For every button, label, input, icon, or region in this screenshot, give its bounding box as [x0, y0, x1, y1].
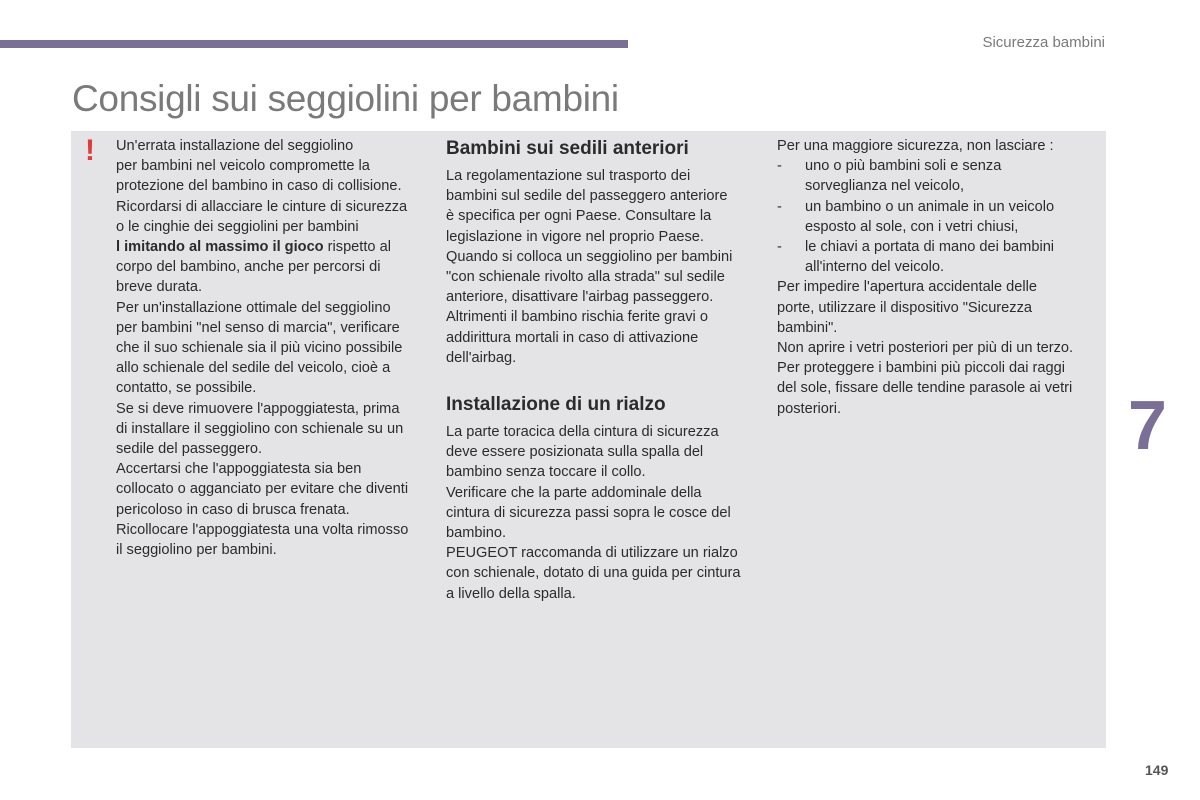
text-line: uno o più bambini soli e senza — [805, 158, 1002, 175]
text-line: è specifica per ogni Paese. Consultare la — [446, 208, 712, 225]
text-line: Ricordarsi di allacciare le cinture di sicurezza — [116, 198, 408, 215]
page-title: Consigli sui seggiolini per bambini — [72, 78, 619, 119]
text-line: di installare il seggiolino con schienale su un — [116, 420, 404, 437]
text-line: del sole, fissare delle tendine parasole ai vetri — [777, 380, 1073, 397]
text-line: addirittura mortali in caso di attivazione — [446, 329, 699, 346]
text-line: anteriore, disattivare l'airbag passeggero. — [446, 289, 714, 306]
text-line: Altrimenti il bambino rischia ferite gravi o — [446, 309, 708, 326]
list-item — [777, 237, 1095, 277]
text-line: Accertarsi che l'appoggiatesta sia ben — [116, 461, 362, 478]
text-line: Per una maggiore sicurezza, non lasciare : — [777, 138, 1054, 154]
header-accent-bar — [0, 40, 628, 48]
section-header: Sicurezza bambini — [982, 34, 1105, 51]
chapter-number: 7 — [1128, 386, 1167, 464]
text-line: collocato o agganciato per evitare che diventi — [116, 481, 409, 498]
text-line: all'interno del veicolo. — [805, 259, 945, 276]
text-line: bambino. — [446, 525, 507, 542]
text-line: porte, utilizzare il dispositivo "Sicurezza — [777, 299, 1032, 316]
warning-column — [116, 136, 436, 560]
text-line: sorveglianza nel veicolo, — [805, 178, 964, 195]
text-line: o le cinghie dei seggiolini per bambini — [116, 218, 359, 235]
text-line: cintura di sicurezza passi sopra le cosce del — [446, 504, 731, 521]
page-number: 149 — [1145, 762, 1169, 778]
text-line: posteriori. — [777, 400, 842, 417]
text-line: La regolamentazione sul trasporto dei — [446, 168, 691, 184]
list-item — [777, 156, 1095, 196]
warning-icon: ! — [85, 134, 95, 167]
text-line: un bambino o un animale in un veicolo — [805, 198, 1055, 215]
text-line: con schienale, dotato di una guida per cintura — [446, 565, 741, 582]
middle-column — [446, 136, 764, 604]
text-line: Ricollocare l'appoggiatesta una volta rimosso — [116, 521, 409, 538]
text-line: a livello della spalla. — [446, 585, 576, 602]
text-line: per bambini nel veicolo compromette la — [116, 158, 370, 175]
dash-bullet: - — [777, 158, 782, 175]
text-line: bambini". — [777, 319, 838, 336]
emphasis-text: l imitando al massimo il gioco — [116, 239, 324, 256]
text-line: sedile del passeggero. — [116, 441, 263, 458]
text-line: protezione del bambino in caso di collisione. — [116, 178, 402, 195]
text-line: Per proteggere i bambini più piccoli dai raggi — [777, 360, 1065, 377]
text-line: Quando si colloca un seggiolino per bambini — [446, 248, 733, 265]
list-item — [777, 197, 1095, 237]
text-line: per bambini "nel senso di marcia", verificare — [116, 319, 400, 336]
right-column — [777, 136, 1095, 419]
text-line: il seggiolino per bambini. — [116, 542, 277, 559]
text-line: allo schienale del sedile del veicolo, cioè a — [116, 360, 391, 377]
text-fragment: rispetto al — [323, 239, 391, 256]
text-line: La parte toracica della cintura di sicurezza — [446, 424, 719, 441]
dash-bullet: - — [777, 198, 782, 215]
text-line: breve durata. — [116, 279, 202, 296]
text-line — [116, 237, 436, 257]
text-line: Non aprire i vetri posteriori per più di un terzo. — [777, 340, 1074, 357]
text-line: dell'airbag. — [446, 349, 517, 366]
booster-heading: Installazione di un rialzo — [446, 394, 666, 416]
text-line: le chiavi a portata di mano dei bambini — [805, 239, 1055, 256]
text-line: corpo del bambino, anche per percorsi di — [116, 259, 381, 276]
text-line: Verificare che la parte addominale della — [446, 484, 702, 501]
text-line: PEUGEOT raccomanda di utilizzare un rialzo — [446, 545, 738, 562]
text-line: deve essere posizionata sulla spalla del — [446, 444, 704, 461]
text-line: legislazione in vigore nel proprio Paese. — [446, 228, 704, 245]
text-line: Un'errata installazione del seggiolino — [116, 138, 354, 154]
text-line: "con schienale rivolto alla strada" sul sedile — [446, 269, 725, 286]
front-seats-heading: Bambini sui sedili anteriori — [446, 138, 689, 159]
text-line: Per impedire l'apertura accidentale delle — [777, 279, 1037, 296]
text-line: bambini sul sedile del passeggero anteriore — [446, 188, 728, 205]
text-line: che il suo schienale sia il più vicino possibile — [116, 340, 403, 357]
text-line: esposto al sole, con i vetri chiusi, — [805, 218, 1019, 235]
dash-bullet: - — [777, 239, 782, 256]
text-line: Per un'installazione ottimale del seggiolino — [116, 299, 391, 316]
text-line: pericoloso in caso di brusca frenata. — [116, 501, 350, 518]
text-line: Se si deve rimuovere l'appoggiatesta, prima — [116, 400, 400, 417]
text-line: bambino senza toccare il collo. — [446, 464, 646, 481]
text-line: contatto, se possibile. — [116, 380, 257, 397]
